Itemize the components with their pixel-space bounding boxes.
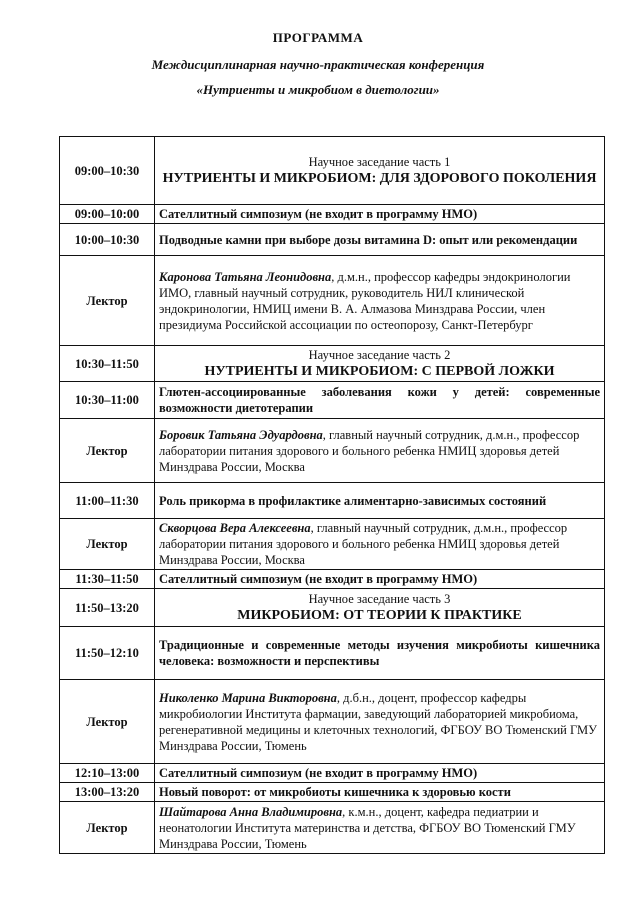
session-subtitle: Научное заседание часть 2 [308, 348, 451, 362]
satellite-row [60, 570, 605, 589]
lecturer-label: Лектор [60, 802, 155, 854]
time-slot: 11:00–11:30 [60, 483, 155, 519]
lecturer-details: , главный научный сотрудник, д.м.н., профессор лаборатории питания здорового и больного ребенка НМИЦ здоровья детей Минздрава России, Москва [159, 521, 568, 567]
time-slot: 10:30–11:50 [60, 346, 155, 382]
time-slot: 09:00–10:00 [60, 205, 155, 224]
session-row [60, 589, 605, 627]
time-slot: 13:00–13:20 [60, 783, 155, 802]
talk-row [60, 783, 605, 802]
satellite-row [60, 764, 605, 783]
session-header [155, 346, 605, 382]
session-row [60, 346, 605, 382]
lecturer-info [155, 802, 605, 854]
session-title: НУТРИЕНТЫ И МИКРОБИОМ: ДЛЯ ЗДОРОВОГО ПОКОЛЕНИЯ [162, 171, 597, 186]
lecturer-info [155, 256, 605, 346]
schedule-table [59, 136, 605, 854]
time-slot: 09:00–10:30 [60, 137, 155, 205]
lecturer-label: Лектор [60, 419, 155, 483]
satellite-symposium: Сателлитный симпозиум (не входит в программу НМО) [155, 570, 605, 589]
speaker-row [60, 519, 605, 570]
session-title: НУТРИЕНТЫ И МИКРОБИОМ: С ПЕРВОЙ ЛОЖКИ [204, 364, 555, 379]
session-subtitle: Научное заседание часть 3 [308, 592, 451, 606]
talk-title: Традиционные и современные методы изучения микробиоты кишечника человека: возможности и перспективы [155, 627, 605, 680]
schedule-body [60, 137, 605, 854]
lecturer-info [155, 419, 605, 483]
lecturer-details: , к.м.н., доцент, кафедра педиатрии и неонатологии Института материнства и детства, ФГБОУ ВО Тюменский ГМУ Минздрава России, Тюмень [159, 804, 576, 851]
speaker-row [60, 256, 605, 346]
session-row [60, 137, 605, 205]
lecturer-label: Лектор [60, 256, 155, 346]
lecturer-info [155, 680, 605, 764]
talk-title: Глютен-ассоциированные заболевания кожи у детей: современные возможности диетотерапии [155, 382, 605, 419]
lecturer-details: , д.б.н., доцент, профессор кафедры микробиологии Института фармации, заведующий лабораторией микробиома, регенеративной медицины и клеточных технологий, ФГБОУ ВО Тюменский ГМУ Минздрава России, Тюмень [159, 690, 597, 753]
speaker-row [60, 802, 605, 854]
satellite-symposium: Сателлитный симпозиум (не входит в программу НМО) [155, 764, 605, 783]
lecturer-name: Каронова Татьяна Леонидовна [159, 269, 332, 284]
program-heading: ПРОГРАММА [272, 30, 364, 45]
speaker-row [60, 419, 605, 483]
time-slot: 11:30–11:50 [60, 570, 155, 589]
talk-title: Роль прикорма в профилактике алиментарно-зависимых состояний [155, 483, 605, 519]
satellite-symposium: Сателлитный симпозиум (не входит в программу НМО) [155, 205, 605, 224]
time-slot: 12:10–13:00 [60, 764, 155, 783]
talk-row [60, 382, 605, 419]
time-slot: 10:00–10:30 [60, 224, 155, 256]
lecturer-label: Лектор [60, 519, 155, 570]
lecturer-details: , д.м.н., профессор кафедры эндокринологии ИМО, главный научный сотрудник, руководитель НИЛ клинической эндокринологии, НМИЦ имени В. А. Алмазова Минздрава России, член президиума Российской ассоциации по остеопорозу, Санкт-Петербург [159, 269, 571, 332]
session-header [155, 137, 605, 205]
time-slot: 10:30–11:00 [60, 382, 155, 419]
speaker-row [60, 680, 605, 764]
session-title: МИКРОБИОМ: ОТ ТЕОРИИ К ПРАКТИКЕ [237, 608, 522, 623]
time-slot: 11:50–13:20 [60, 589, 155, 627]
session-header [155, 589, 605, 627]
talk-row [60, 224, 605, 256]
session-subtitle: Научное заседание часть 1 [308, 155, 451, 169]
lecturer-name: Николенко Марина Викторовна [159, 690, 337, 705]
talk-row [60, 483, 605, 519]
lecturer-info [155, 519, 605, 570]
conference-subtitle: Междисциплинарная научно-практическая конференция [151, 57, 485, 72]
lecturer-details: , главный научный сотрудник, д.м.н., профессор лаборатории питания здорового и больного ребенка НМИЦ здоровья детей Минздрава России, Москва [159, 427, 580, 474]
lecturer-name: Шайтарова Анна Владимировна [159, 804, 343, 819]
talk-title: Подводные камни при выборе дозы витамина D: опыт или рекомендации [155, 224, 605, 256]
talk-row [60, 627, 605, 680]
lecturer-name: Боровик Татьяна Эдуардовна [159, 427, 323, 442]
lecturer-name: Скворцова Вера Алексеевна [159, 521, 311, 535]
conference-title: «Нутриенты и микробиом в диетологии» [196, 82, 440, 97]
time-slot: 11:50–12:10 [60, 627, 155, 680]
talk-title: Новый поворот: от микробиоты кишечника к здоровью кости [155, 783, 605, 802]
satellite-row [60, 205, 605, 224]
lecturer-label: Лектор [60, 680, 155, 764]
